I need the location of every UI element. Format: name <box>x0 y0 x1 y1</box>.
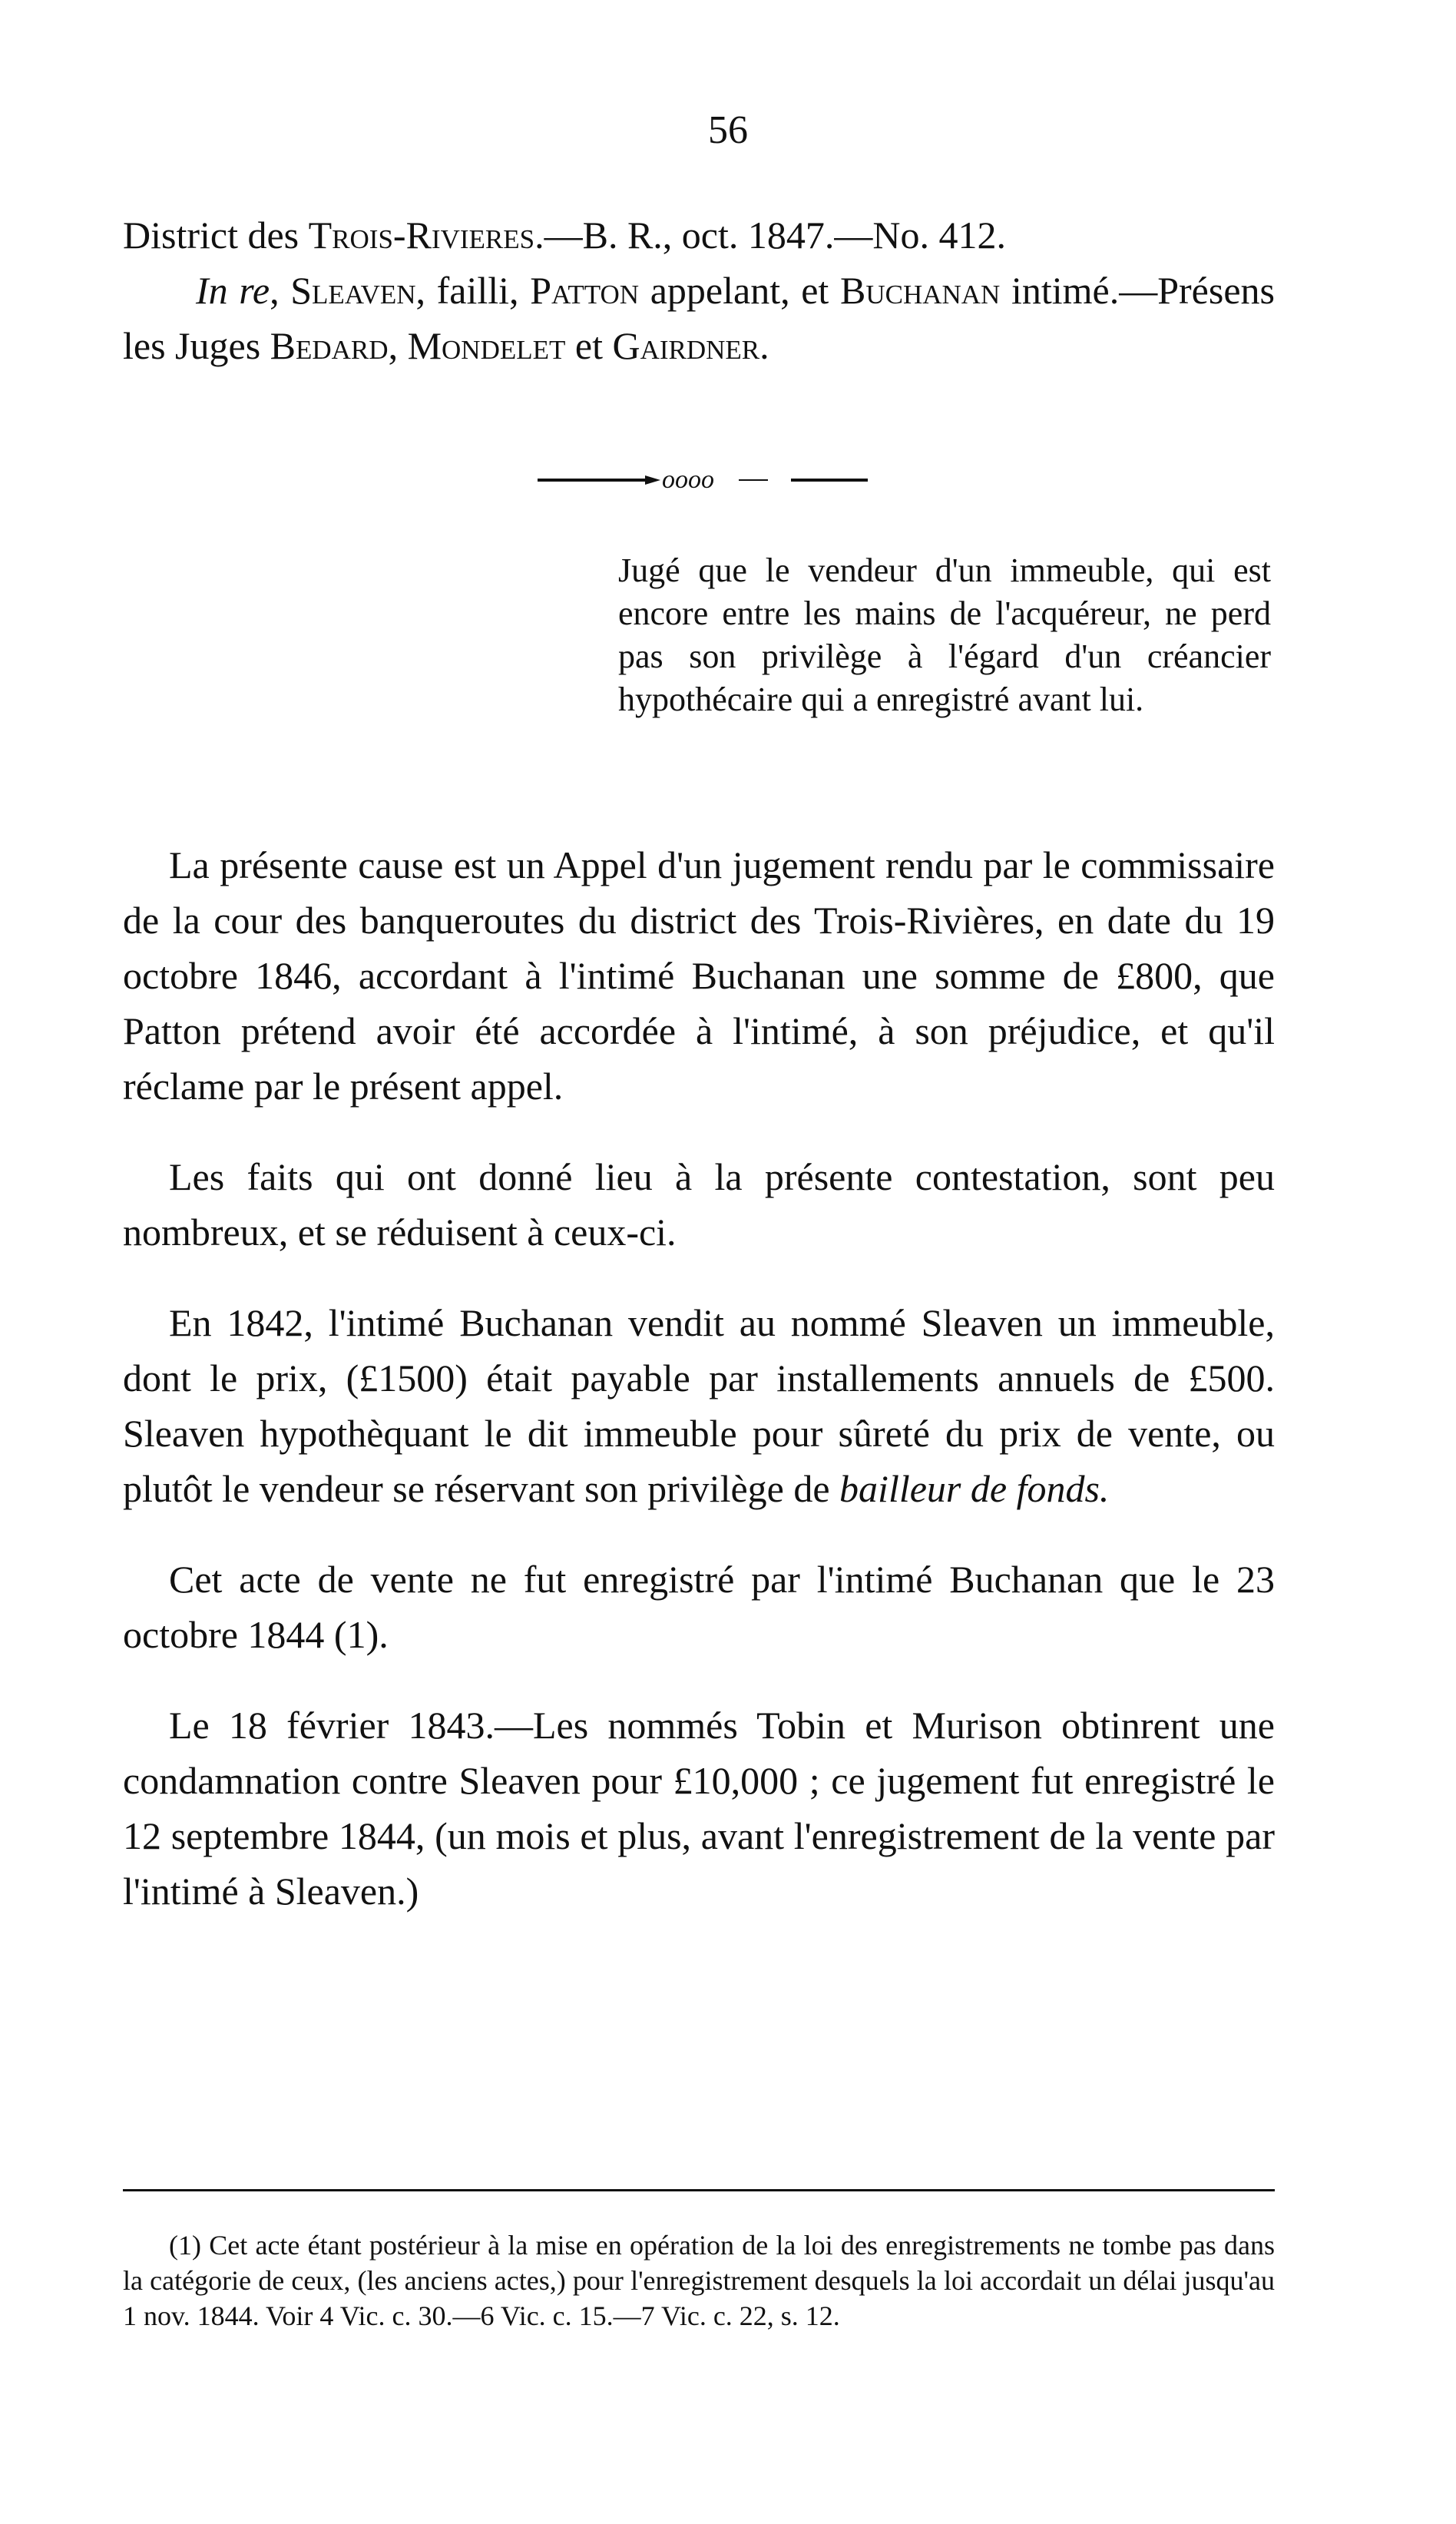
paragraph: La présente cause est un Appel d'un jugement rendu par le commissaire de la cour des banqueroutes du district des Trois-Rivières, en date du 19 octobre 1846, accordant à l'intimé Buchanan une somme de £800, que Patton prétend avoir été accordée à l'intimé, à son préjudice, et qu'il réclame par le présent appel. <box>123 843 1275 1108</box>
judge-name: Gairdner <box>612 324 760 367</box>
party-bankrupt-role: , failli, <box>415 269 531 312</box>
paragraph: Les faits qui ont donné lieu à la présente contestation, sont peu nombreux, et se réduisent à ceux-ci. <box>123 1155 1275 1254</box>
party-bankrupt: Sleaven <box>290 269 416 312</box>
judge-name: Mondelet <box>407 324 566 367</box>
separator: , <box>270 269 291 312</box>
in-re-label: In re <box>196 269 270 312</box>
italic-phrase: bailleur de fonds. <box>839 1467 1110 1510</box>
party-appellant-role: appelant, et <box>639 269 840 312</box>
paragraph-text: En 1842, l'intimé Buchanan vendit au nommé Sleaven un immeuble, dont le prix, (£1500) était payable par installements annuels de £500. Sleaven hypothèquant le dit immeuble pour sûreté du prix de vente, ou plutôt le vendeur se réservant son privilège de <box>123 1301 1275 1510</box>
page-number: 56 <box>708 108 748 152</box>
party-respondent: Buchanan <box>839 269 1001 312</box>
body-text <box>123 837 1275 1954</box>
district-prefix: District des <box>123 214 309 257</box>
paragraph <box>123 1295 1275 1516</box>
paragraph: Le 18 février 1843.—Les nommés Tobin et Murison obtinrent une condamnation contre Sleaven pour £10,000 ; ce jugement fut enregistré le 12 septembre 1844, (un mois et plus, avant l'enregistrement de la vente par l'intimé à Sleaven.) <box>123 1704 1275 1913</box>
ornament-text: oooo <box>662 465 714 494</box>
paragraph: Cet acte de vente ne fut enregistré par l'intimé Buchanan que le 23 octobre 1844 (1). <box>123 1558 1275 1656</box>
party-appellant: Patton <box>530 269 640 312</box>
party-respondent-role: intimé.—Présens les Juges <box>123 269 1275 367</box>
ornament-divider <box>538 465 868 495</box>
footnote: (1) Cet acte étant postérieur à la mise en opération de la loi des enregistrements ne tombe pas dans la catégorie de ceux, (les anciens actes,) pour l'enregistrement desquels la loi accordait un délai jusqu'au 1 nov. 1844. Voir 4 Vic. c. 30.—6 Vic. c. 15.—7 Vic. c. 22, s. 12. <box>123 2230 1275 2331</box>
conjunction: et <box>565 324 613 367</box>
case-header <box>123 207 1275 373</box>
court-reference: .—B. R., oct. 1847.—No. 412. <box>534 214 1006 257</box>
district-name: Trois-Rivieres <box>308 214 535 257</box>
header-end: . <box>759 324 769 367</box>
footnote-rule <box>123 2189 1275 2191</box>
separator: , <box>388 324 408 367</box>
judge-name: Bedard <box>270 324 389 367</box>
headnote: Jugé que le vendeur d'un immeuble, qui est encore entre les mains de l'acquéreur, ne perd pas son privilège à l'égard d'un créancier hypothécaire qui a enregistré avant lui. <box>618 552 1271 718</box>
